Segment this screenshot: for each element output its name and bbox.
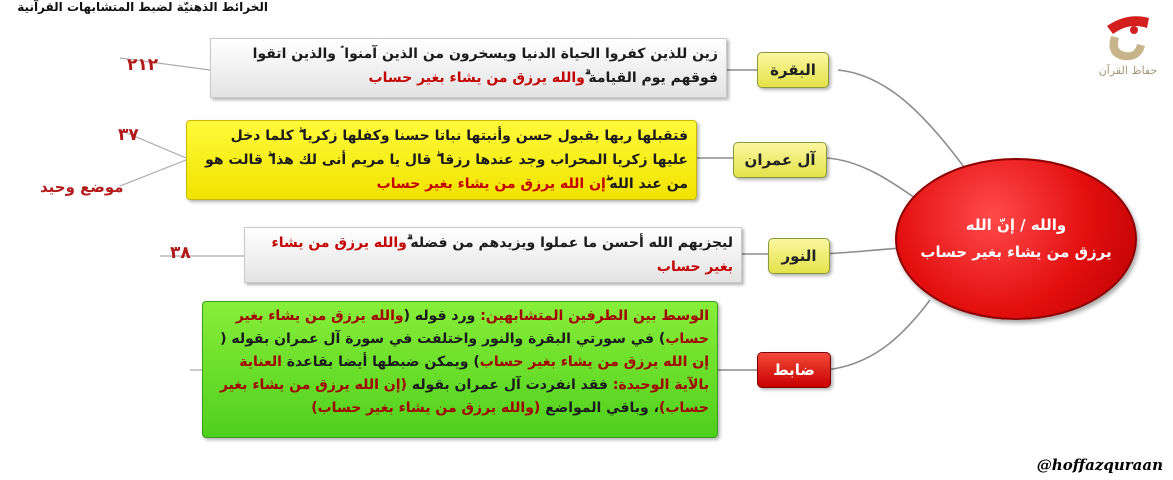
imran-note: موضع وحيد: [40, 178, 124, 196]
branch-rule-label: ضابط: [773, 361, 815, 379]
branch-imran-label: آل عمران: [744, 151, 816, 169]
watermark: @hoffazquraan: [1036, 456, 1163, 474]
rule-p1: الوسط بين الطرفين المتشابهين:: [480, 308, 709, 324]
branch-imran-text: [186, 120, 697, 200]
branch-baqarah-node[interactable]: [757, 52, 829, 88]
central-line2: يرزق من يشاء بغير حساب: [920, 243, 1112, 261]
rule-p7: العناية بالآية الوحيدة:: [239, 354, 709, 393]
rule-p3: والله يرزق من يشاء بغير حساب: [235, 308, 709, 347]
link-note-imran: [120, 160, 186, 186]
rule-p10: ، وباقي المواضع: [540, 400, 659, 416]
rule-p6: ) ويمكن ضبطها أيضا بقاعدة: [281, 354, 480, 370]
nour-highlight: والله يرزق من يشاء بغير حساب: [271, 235, 733, 275]
branch-nour-node[interactable]: [768, 238, 830, 274]
rule-p5: إن الله يرزق من يشاء بغير حساب: [479, 354, 709, 370]
nour-plain: ليجزيهم الله أحسن ما عملوا ويزيدهم من فضله ۗ: [406, 235, 733, 251]
branch-imran-node[interactable]: [733, 142, 827, 178]
branch-nour-label: النور: [781, 247, 817, 265]
rule-p8: فقد انفردت آل عمران بقوله: [406, 377, 613, 393]
baqarah-highlight: والله يرزق من يشاء بغير حساب: [368, 70, 585, 86]
branch-baqarah-text: [210, 38, 727, 98]
logo-text: حفاظ القرآن: [1098, 64, 1158, 77]
header-title: الخرائط الذهنيّة لضبط المتشابهات القرآنية: [17, 0, 268, 14]
imran-number: ٣٧: [118, 125, 139, 145]
baqarah-plain: زين للذين كفروا الحياة الدنيا ويسخرون من الذين آمنوا ۘ والذين اتقوا فوقهم يوم القيامة ۗ: [252, 46, 718, 86]
rule-p11: (والله يرزق من يشاء بغير حساب): [311, 400, 541, 416]
baqarah-number: ٢١٢: [127, 55, 159, 75]
branch-nour-text: [244, 227, 742, 283]
imran-highlight: إن الله يرزق من يشاء بغير حساب: [376, 176, 606, 192]
branch-rule-text: [202, 301, 718, 438]
link-nour: [820, 248, 903, 254]
link-rule: [826, 300, 930, 370]
branch-baqarah-label: البقرة: [770, 61, 816, 79]
rule-p9: (إن الله يرزق من يشاء بغير حساب): [219, 377, 709, 416]
rule-p2: ورد قوله (: [403, 308, 481, 324]
nour-number: ٣٨: [170, 243, 191, 263]
central-line1: والله / إنّ الله: [965, 216, 1067, 234]
central-topic: [895, 158, 1137, 320]
imran-plain: فتقبلها ربها بقبول حسن وأنبتها نباتا حسنا وكفلها زكريا ۖ كلما دخل عليها زكريا المحراب وجد عندها رزقا ۖ قال يا مريم أنى لك هذا ۖ قالت هو من عند الله ۖ: [205, 128, 688, 192]
branch-rule-node[interactable]: [757, 352, 831, 388]
rule-p4: ) في سورتي البقرة والنور واختلفت في سورة آل عمران بقوله (: [220, 331, 666, 347]
